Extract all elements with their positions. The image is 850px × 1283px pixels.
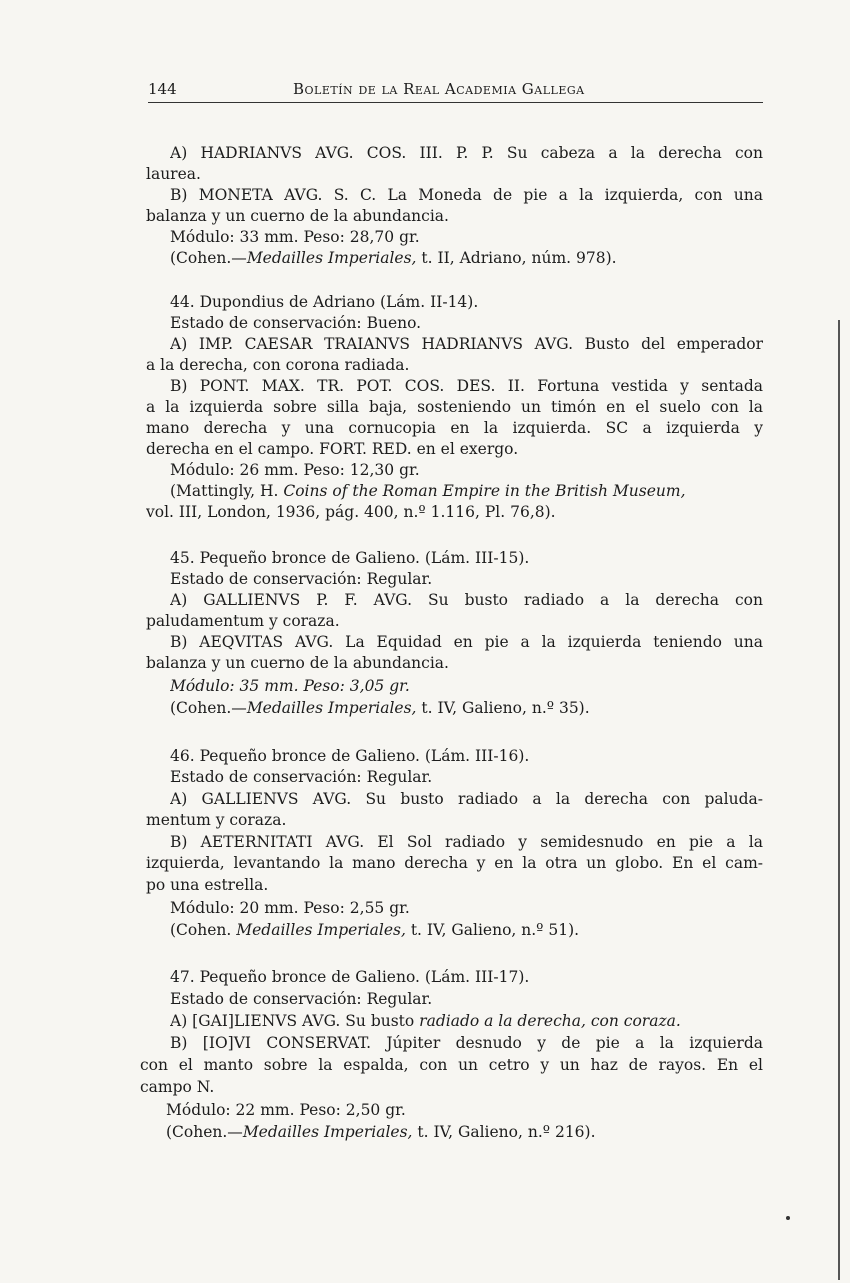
citation-suffix: t. IV, Galieno, n.º 216).: [412, 1123, 596, 1141]
page-header: [148, 78, 763, 103]
entry-heading: 44. Dupondius de Adriano (Lám. II-14).: [170, 293, 479, 311]
text-line: A) GALLIENVS AVG. Su busto radiado a la derecha con paluda-: [170, 790, 763, 808]
citation-suffix: t. IV, Galieno, n.º 51).: [405, 921, 580, 939]
text-line: Estado de conservación: Regular.: [170, 570, 433, 588]
citation-line: [170, 698, 590, 719]
text-line: A) HADRIANVS AVG. COS. III. P. P. Su cabeza a la derecha con: [170, 144, 763, 162]
text-line: Estado de conservación: Regular.: [170, 990, 433, 1008]
citation-prefix: (Cohen.—: [170, 699, 247, 717]
ink-speck: [786, 1216, 790, 1220]
citation-line: [170, 481, 686, 502]
text-line: paludamentum y coraza.: [146, 612, 340, 630]
text-line: a la derecha, con corona radiada.: [146, 356, 410, 374]
text-line: izquierda, levantando la mano derecha y en la otra un globo. En el cam-: [146, 854, 763, 872]
citation-suffix: t. IV, Galieno, n.º 35).: [416, 699, 590, 717]
text-line: B) AEQVITAS AVG. La Equidad en pie a la izquierda teniendo una: [170, 633, 763, 651]
text-line: derecha en el campo. FORT. RED. en el exergo.: [146, 440, 519, 458]
citation-title: Coins of the Roman Empire in the British Museum,: [283, 482, 686, 500]
text-line: mano derecha y una cornucopia en la izquierda. SC a izquierda y: [146, 419, 763, 437]
text-line: Módulo: 35 mm. Peso: 3,05 gr.: [170, 677, 410, 695]
running-title: Boletín de la Real Academia Gallega: [293, 80, 585, 98]
text-line: B) [IO]VI CONSERVAT. Júpiter desnudo y de pie a la izquierda: [170, 1034, 763, 1052]
text-line: Módulo: 20 mm. Peso: 2,55 gr.: [170, 899, 410, 917]
citation-title: Medailles Imperiales,: [246, 249, 417, 267]
text-line: Módulo: 26 mm. Peso: 12,30 gr.: [170, 461, 420, 479]
text-line: mentum y coraza.: [146, 811, 287, 829]
citation-title: Medailles Imperiales,: [242, 1123, 413, 1141]
text-line: a la izquierda sobre silla baja, sosteniendo un timón en el suelo con la: [146, 398, 763, 416]
citation-line: [170, 248, 617, 269]
text-line: balanza y un cuerno de la abundancia.: [146, 207, 449, 225]
page-number: 144: [148, 80, 177, 98]
scan-edge-line: [838, 320, 840, 1280]
text-line: B) MONETA AVG. S. C. La Moneda de pie a la izquierda, con una: [170, 186, 763, 204]
citation-line: [166, 1122, 596, 1143]
text-line: B) AETERNITATI AVG. El Sol radiado y semidesnudo en pie a la: [170, 833, 763, 851]
text-line: laurea.: [146, 165, 201, 183]
citation-prefix: (Cohen.: [170, 921, 237, 939]
entry-heading: 46. Pequeño bronce de Galieno. (Lám. III-16).: [170, 747, 530, 765]
text-line: po una estrella.: [146, 876, 269, 894]
text-line: Módulo: 33 mm. Peso: 28,70 gr.: [170, 228, 420, 246]
text-line: B) PONT. MAX. TR. POT. COS. DES. II. Fortuna vestida y sentada: [170, 377, 763, 395]
text-segment: A) [GAI]LIENVS AVG. Su busto: [170, 1012, 420, 1030]
citation-title: Medailles Imperiales,: [246, 699, 417, 717]
text-line: campo N.: [140, 1078, 215, 1096]
text-line: Módulo: 22 mm. Peso: 2,50 gr.: [166, 1101, 406, 1119]
text-line: A) GALLIENVS P. F. AVG. Su busto radiado a la derecha con: [170, 591, 763, 609]
entry-heading: 45. Pequeño bronce de Galieno. (Lám. III-15).: [170, 549, 530, 567]
citation-prefix: (Cohen.—: [166, 1123, 243, 1141]
citation-prefix: (Mattingly, H.: [170, 482, 284, 500]
citation-prefix: (Cohen.—: [170, 249, 247, 267]
text-line: Estado de conservación: Regular.: [170, 768, 433, 786]
citation-line: [170, 920, 579, 941]
text-line: con el manto sobre la espalda, con un cetro y un haz de rayos. En el: [140, 1056, 763, 1074]
text-line: Estado de conservación: Bueno.: [170, 314, 422, 332]
entry-heading: 47. Pequeño bronce de Galieno. (Lám. III-17).: [170, 968, 530, 986]
citation-suffix: t. II, Adriano, núm. 978).: [416, 249, 617, 267]
citation-line: vol. III, London, 1936, pág. 400, n.º 1.116, Pl. 76,8).: [146, 503, 556, 521]
text-line: [170, 1011, 681, 1032]
text-line: A) IMP. CAESAR TRAIANVS HADRIANVS AVG. Busto del emperador: [170, 335, 763, 353]
citation-title: Medailles Imperiales,: [236, 921, 406, 939]
text-line: balanza y un cuerno de la abundancia.: [146, 654, 449, 672]
text-segment-italic: radiado a la derecha, con coraza.: [419, 1012, 681, 1030]
